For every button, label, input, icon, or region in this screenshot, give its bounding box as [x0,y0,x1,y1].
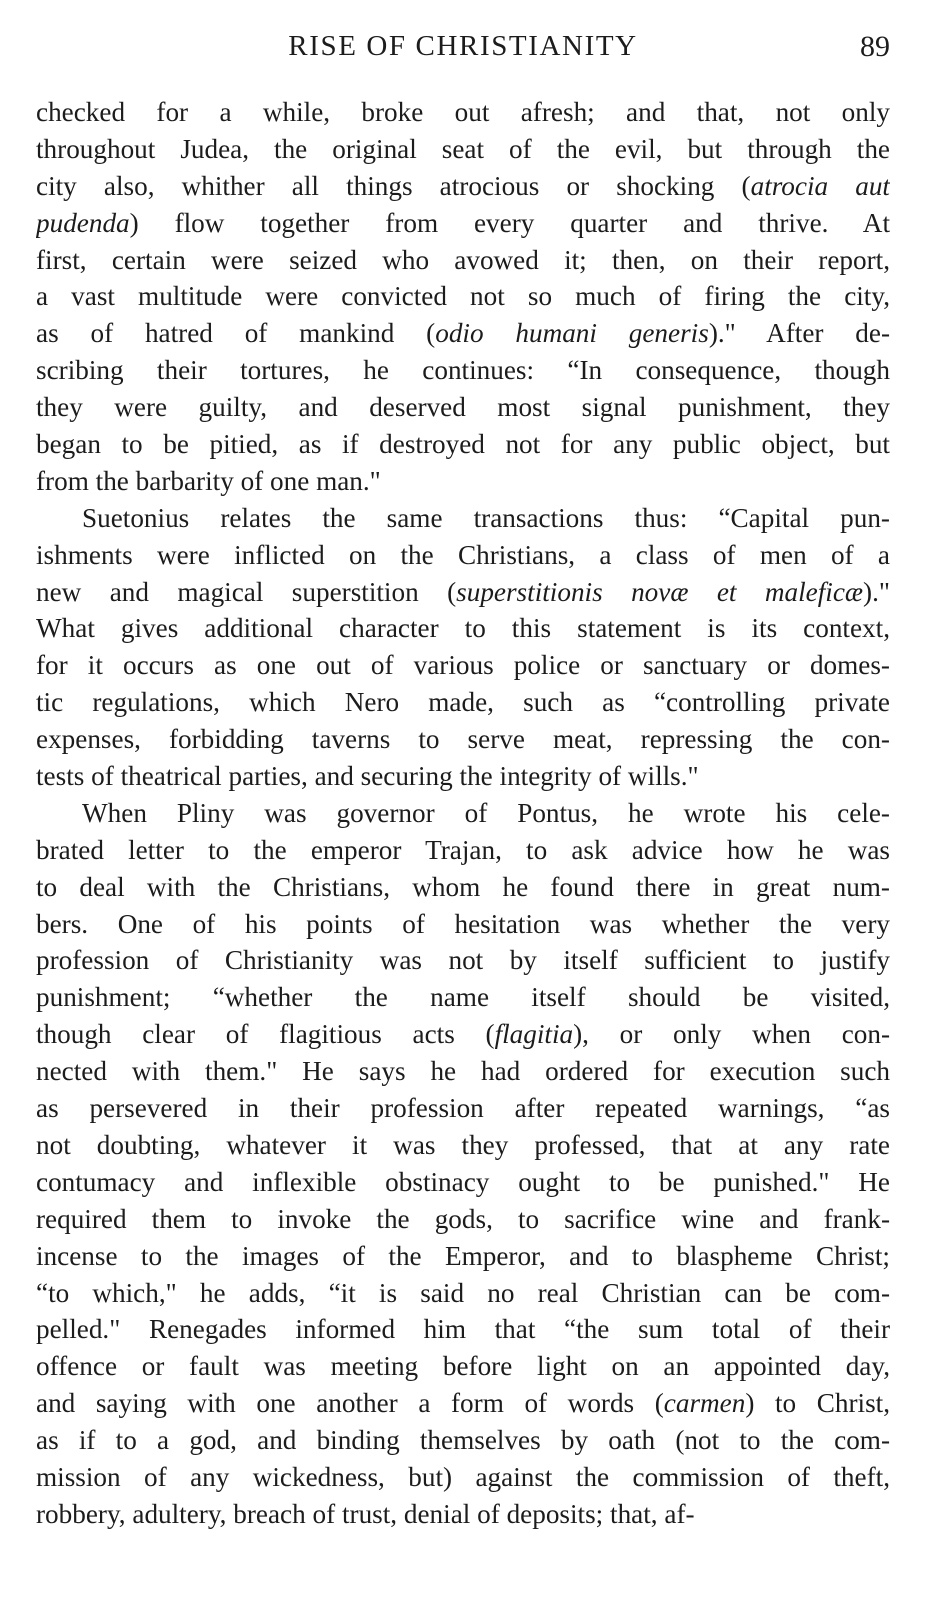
text-line [36,205,890,242]
italic-text: atrocia aut [750,170,890,201]
text-line [36,1164,890,1201]
text-line [36,758,890,795]
text-run: as if to a god, and binding themselves by oath (not to the com- [36,1425,890,1456]
text-run: expenses, forbidding taverns to serve meat, repressing the con- [36,724,890,755]
text-run: pelled." Renegades informed him that “the sum total of their [36,1314,890,1345]
text-line [36,795,890,832]
text-line [36,463,890,500]
text-line [36,684,890,721]
body-text [36,94,890,1533]
text-run: punishment; “whether the name itself should be visited, [36,982,890,1013]
text-line [36,1275,890,1312]
text-run: to deal with the Christians, whom he found there in great num- [36,871,890,902]
italic-text: odio humani generis [435,318,709,349]
text-run: )." [863,576,890,607]
text-run: nected with them." He says he had ordered for execution such [36,1056,890,1087]
page-header [36,24,890,72]
text-run: profession of Christianity was not by itself sufficient to justify [36,945,890,976]
text-run: ) flow together from every quarter and thrive. At [129,207,890,238]
text-line [36,1348,890,1385]
text-run: as of hatred of mankind ( [36,318,436,349]
italic-text: flagitia [494,1019,574,1050]
text-run: robbery, adultery, breach of trust, denial of deposits; that, af- [36,1498,695,1529]
text-run: checked for a while, broke out afresh; and that, not only [36,97,890,127]
text-line [36,1238,890,1275]
text-run: throughout Judea, the original seat of the evil, but through the [36,133,890,164]
text-run: tic regulations, which Nero made, such as “controlling private [36,687,890,718]
text-line [36,979,890,1016]
text-line [36,131,890,168]
text-run: contumacy and inflexible obstinacy ought to be punished." He [36,1166,890,1197]
text-run: scribing their tortures, he continues: “In consequence, though [36,355,890,386]
text-line [36,647,890,684]
text-run: Suetonius relates the same transactions thus: “Capital pun- [82,502,890,533]
text-line [36,537,890,574]
text-run: a vast multitude were convicted not so much of firing the city, [36,281,890,312]
text-run: city also, whither all things atrocious or shocking ( [36,170,751,201]
text-run: incense to the images of the Emperor, and to blaspheme Christ; [36,1240,890,1271]
text-line [36,942,890,979]
italic-text: carmen [663,1388,746,1419]
text-line [36,426,890,463]
text-line [36,1090,890,1127]
text-line [36,832,890,869]
text-line [36,1201,890,1238]
text-run: “to which," he adds, “it is said no real Christian can be com- [36,1277,890,1308]
text-run: began to be pitied, as if destroyed not for any public object, but [36,429,890,460]
text-line [36,278,890,315]
text-run: bers. One of his points of hesitation was whether the very [36,908,890,939]
page-number: 89 [860,30,890,63]
text-run: When Pliny was governor of Pontus, he wrote his cele- [82,797,890,828]
text-run: )." After de- [708,318,890,349]
text-run: ishments were inflicted on the Christians, a class of men of a [36,539,890,570]
running-title: RISE OF CHRISTIANITY [288,30,638,62]
text-run: for it occurs as one out of various police or sanctuary or domes- [36,650,890,681]
text-line [36,1016,890,1053]
text-line [36,1127,890,1164]
text-run: not doubting, whatever it was they professed, that at any rate [36,1129,890,1160]
text-line [36,869,890,906]
text-line [36,168,890,205]
text-run: offence or fault was meeting before light on an appointed day, [36,1351,890,1382]
text-line [36,610,890,647]
text-run: brated letter to the emperor Trajan, to ask advice how he was [36,834,890,865]
text-run: required them to invoke the gods, to sacrifice wine and frank- [36,1203,890,1234]
text-line [36,574,890,611]
text-line [36,1422,890,1459]
italic-text: pudenda [36,207,130,238]
text-line [36,1311,890,1348]
text-run: from the barbarity of one man." [36,465,381,496]
text-line [36,906,890,943]
text-run: ) to Christ, [745,1388,890,1419]
text-run: ), or only when con- [573,1019,890,1050]
text-line [36,721,890,758]
text-run: tests of theatrical parties, and securing the integrity of wills." [36,761,699,792]
text-run: What gives additional character to this statement is its context, [36,613,890,644]
text-run: first, certain were seized who avowed it; then, on their report, [36,244,890,275]
text-run: mission of any wickedness, but) against the commission of theft, [36,1461,890,1492]
text-line [36,389,890,426]
text-line [36,315,890,352]
text-line [36,1385,890,1422]
text-run: and saying with one another a form of words ( [36,1388,664,1419]
text-line [36,242,890,279]
text-run: though clear of flagitious acts ( [36,1019,495,1050]
text-line [36,1053,890,1090]
text-line [36,500,890,537]
text-run: they were guilty, and deserved most signal punishment, they [36,392,890,423]
text-line [36,1496,890,1533]
text-line [36,94,890,131]
text-line [36,352,890,389]
italic-text: superstitionis novæ et maleficæ [456,576,864,607]
text-run: new and magical superstition ( [36,576,457,607]
text-run: as persevered in their profession after repeated warnings, “as [36,1093,890,1124]
text-line [36,1459,890,1496]
